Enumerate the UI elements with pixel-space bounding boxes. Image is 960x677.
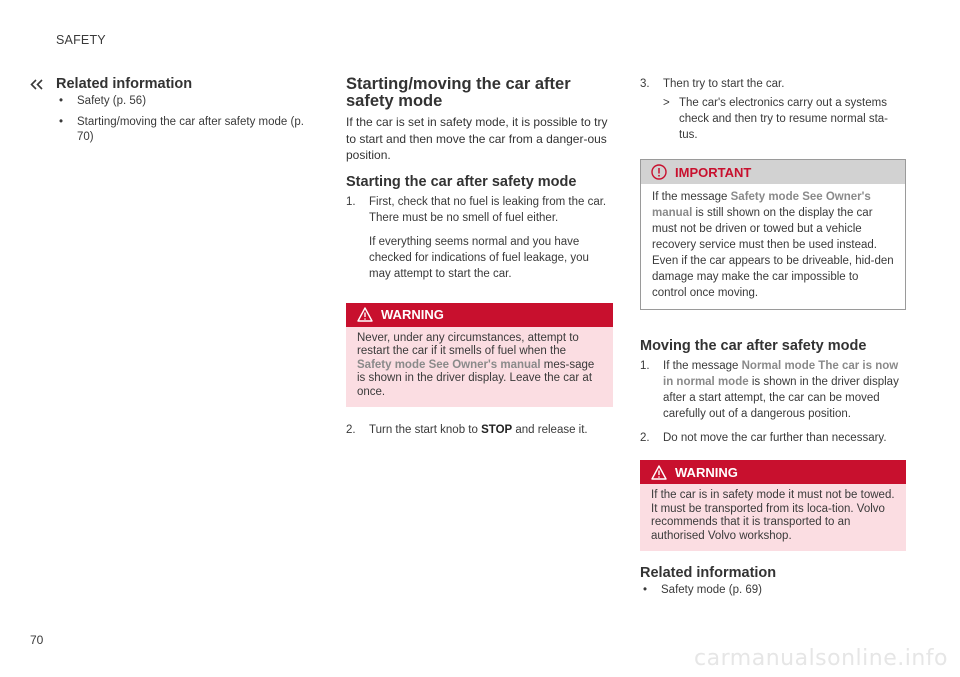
back-chevron-icon[interactable]	[30, 77, 44, 93]
step-subtext: If everything seems normal and you have checked for indications of fuel leakage, you may attempt to start the car.	[369, 235, 589, 280]
step-item	[346, 422, 613, 438]
related-link-item[interactable]	[640, 583, 906, 598]
starting-column	[346, 76, 613, 438]
related-link[interactable]: Starting/moving the car after safety mode (p. 70)	[77, 116, 304, 143]
step-number: 3.	[640, 78, 650, 90]
warning-body	[346, 327, 613, 408]
step-item	[640, 76, 906, 143]
step-result-text: The car's electronics carry out a systems check and then try to resume normal sta-tus.	[679, 97, 889, 141]
warning-box	[346, 303, 613, 408]
important-box	[640, 159, 906, 310]
step-number: 2.	[640, 432, 650, 444]
related-links-list	[56, 94, 311, 145]
important-text: If the message	[652, 191, 731, 203]
important-body	[641, 184, 905, 309]
warning-triangle-icon	[651, 465, 667, 480]
step-text: First, check that no fuel is leaking from the car. There must be no smell of fuel either.	[369, 195, 607, 224]
warning-triangle-icon	[357, 307, 373, 322]
bullet-icon: •	[59, 116, 64, 128]
step-item	[640, 358, 906, 422]
step-text: Do not move the car further than necessary.	[663, 432, 887, 444]
related-info-heading: Related information	[640, 565, 777, 581]
related-link[interactable]: Safety (p. 56)	[77, 95, 147, 107]
step-number: 1.	[346, 195, 356, 208]
stop-label: STOP	[481, 424, 513, 436]
exclamation-circle-icon	[651, 164, 667, 180]
warning-box	[640, 460, 906, 551]
warning-header	[640, 460, 906, 484]
step-number: 2.	[346, 424, 356, 436]
section-header: SAFETY	[56, 33, 106, 47]
warning-message-highlight: Safety mode See Owner's manual	[357, 358, 541, 371]
moving-column	[640, 76, 906, 604]
warning-body: If the car is in safety mode it must not be towed. It must be transported from its loca-tion. Volvo recommends that it is transported to an authorised Volvo workshop.	[651, 489, 895, 542]
moving-steps	[640, 358, 906, 446]
warning-text-end: mes-sage is shown in the driver display. Leave the car at once.	[357, 358, 595, 398]
related-link-item[interactable]	[56, 115, 311, 145]
double-left-chevron-icon	[30, 79, 44, 90]
step-text-end: is shown in the driver display after a start attempt, the car can be moved carefully out of a dangerous position.	[663, 376, 899, 420]
warning-text: Never, under any circumstances, attempt to restart the car if it smells of fuel when the	[357, 331, 579, 357]
starting-steps-cont	[346, 422, 613, 438]
related-info-heading: Related information	[56, 76, 193, 92]
starting-subheading: Starting the car after safety mode	[346, 173, 577, 190]
important-text-end: is still shown on the display the car must not be driven or towed but a vehicle recovery service must then be used instead. Even if the car appears to be driveable, hid-den damage may make the car impossible to control once moving.	[652, 207, 894, 299]
step-item	[640, 430, 906, 446]
step-result	[663, 95, 906, 143]
step-text: Turn the start knob to	[369, 424, 482, 436]
step-text-end: and release it.	[512, 424, 588, 436]
step-item	[346, 194, 613, 282]
important-title: IMPORTANT	[675, 164, 752, 180]
bullet-icon: •	[643, 584, 648, 596]
moving-subheading: Moving the car after safety mode	[640, 338, 867, 354]
important-header	[641, 160, 905, 184]
step-number: 1.	[640, 360, 650, 372]
warning-title: WARNING	[675, 464, 738, 480]
intro-paragraph: If the car is set in safety mode, it is possible to try to start and then move the car from a danger-ous position.	[346, 115, 608, 162]
related-links-list	[640, 583, 906, 598]
watermark: carmanualsonline.info	[694, 646, 948, 671]
bullet-icon: •	[59, 95, 64, 107]
warning-header	[346, 303, 613, 327]
step-text: Then try to start the car.	[663, 78, 785, 90]
result-marker: >	[663, 97, 670, 109]
starting-steps-cont	[640, 76, 906, 143]
related-link-item[interactable]	[56, 94, 311, 109]
step-text: If the message	[663, 360, 742, 372]
normal-mode-message-highlight: Normal mode The car is now in normal mode	[663, 360, 899, 388]
related-link[interactable]: Safety mode (p. 69)	[661, 584, 762, 596]
starting-steps	[346, 194, 613, 282]
page-number: 70	[30, 633, 44, 647]
related-info-column	[56, 76, 311, 151]
warning-title: WARNING	[381, 307, 444, 322]
important-message-highlight: Safety mode See Owner's manual	[652, 191, 871, 219]
page-title: Starting/moving the car after safety mode	[346, 75, 571, 110]
